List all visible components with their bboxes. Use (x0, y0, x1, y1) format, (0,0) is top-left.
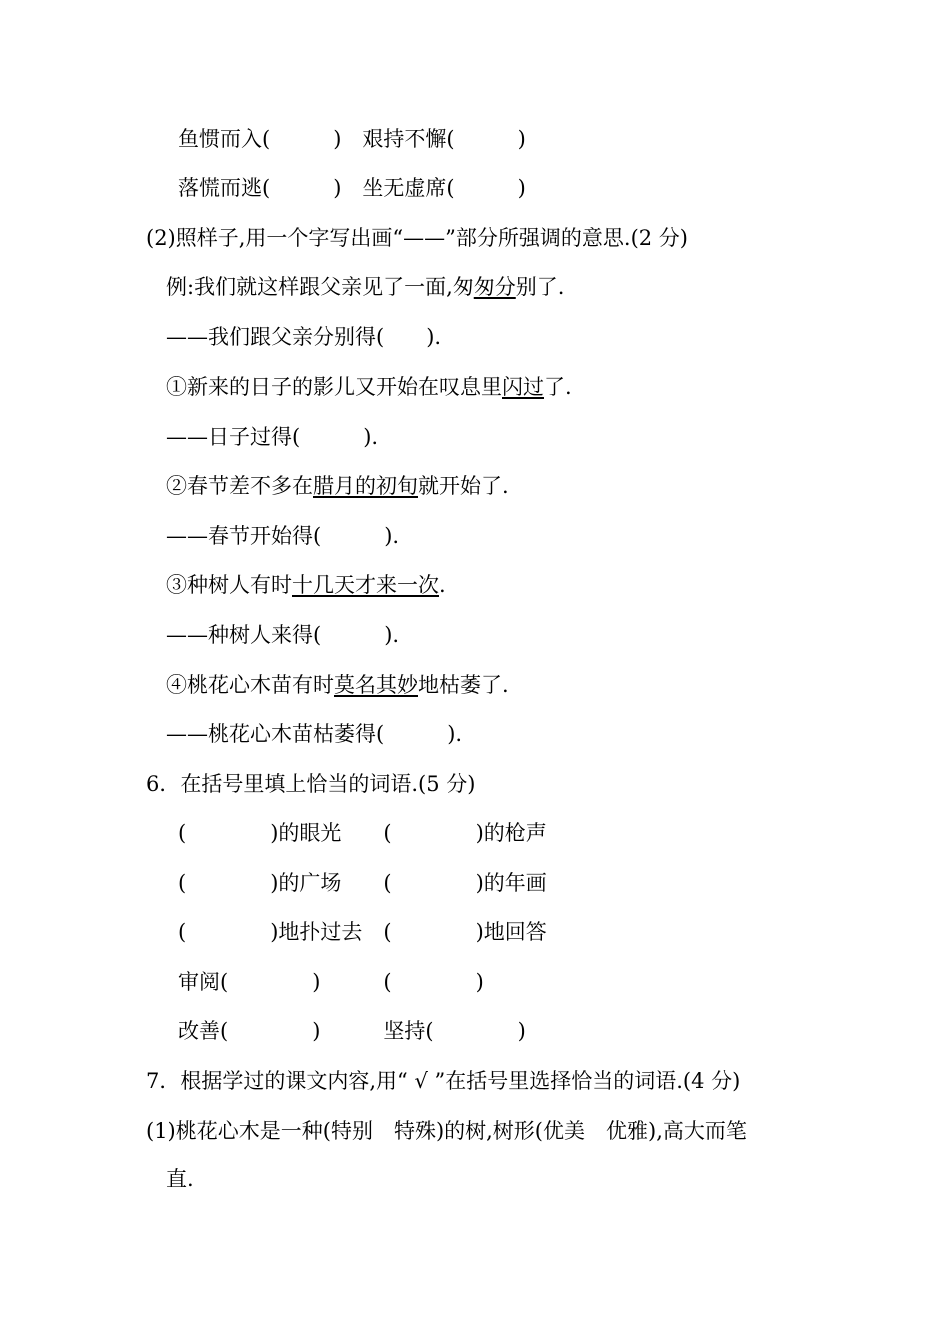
underlined-phrase: 十几天才来一次 (292, 573, 439, 597)
underlined-phrase: 莫名其妙 (334, 673, 418, 697)
word-row-1: 鱼惯而入( ) 艰持不懈( ) (178, 127, 526, 151)
item-3-sentence: ③种树人有时十几天才来一次. (166, 573, 446, 597)
question-7: 7．根据学过的课文内容,用“ √ ”在括号里选择恰当的词语.(4 分) (146, 1069, 741, 1093)
item-1-answer: ——日子过得( ). (166, 425, 379, 449)
underlined-phrase: 闪过 (502, 375, 544, 399)
question-6: 6．在括号里填上恰当的词语.(5 分) (146, 772, 476, 796)
item-2-sentence: ②春节差不多在腊月的初旬就开始了. (166, 474, 509, 498)
word-row-2: 落慌而逃( ) 坐无虚席( ) (178, 176, 526, 200)
example-sentence: 例:我们就这样跟父亲见了一面,匆匆分别了. (166, 275, 565, 299)
item-2-answer: ——春节开始得( ). (166, 524, 400, 548)
q6-row-5: 改善( ) 坚持( ) (178, 1019, 526, 1043)
q7-part-1: (1)桃花心木是一种(特别 特殊)的树,树形(优美 优雅),高大而笔 (146, 1119, 747, 1143)
item-3-answer: ——种树人来得( ). (166, 623, 400, 647)
q6-row-2: ( )的广场 ( )的年画 (178, 871, 547, 895)
q6-row-4: 审阅( ) ( ) (178, 970, 484, 994)
example-answer: ——我们跟父亲分别得( ). (166, 325, 442, 349)
item-4-sentence: ④桃花心木苗有时莫名其妙地枯萎了. (166, 673, 509, 697)
question-5-2: (2)照样子,用一个字写出画“——”部分所强调的意思.(2 分) (146, 226, 688, 250)
q6-row-3: ( )地扑过去 ( )地回答 (178, 920, 547, 944)
item-1-sentence: ①新来的日子的影儿又开始在叹息里闪过了. (166, 375, 572, 399)
underlined-phrase: 腊月的初旬 (313, 474, 418, 498)
item-4-answer: ——桃花心木苗枯萎得( ). (166, 722, 463, 746)
underlined-phrase: 匆分 (473, 275, 516, 299)
q7-part-1-cont: 直. (166, 1167, 194, 1191)
q6-row-1: ( )的眼光 ( )的枪声 (178, 821, 547, 845)
